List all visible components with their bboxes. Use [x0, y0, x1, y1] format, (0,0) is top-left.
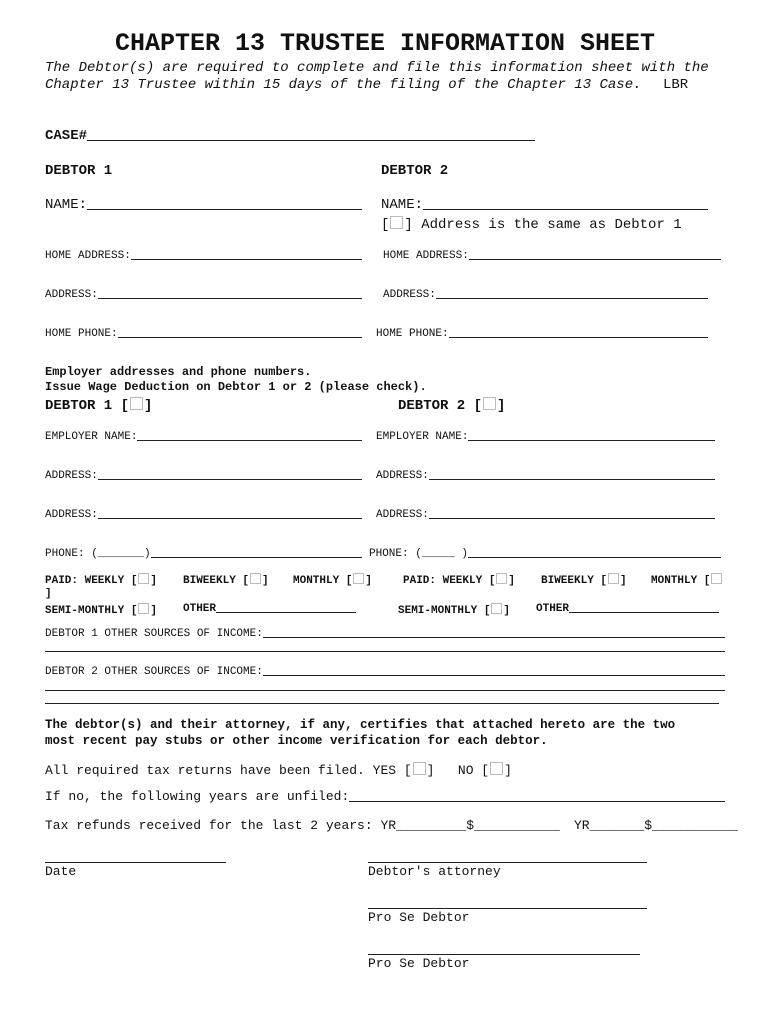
- tax-returns-filed: [45, 762, 512, 779]
- d2-weekly-checkbox[interactable]: [496, 573, 507, 584]
- d1-semi-monthly: [45, 603, 157, 618]
- debtor2-other-income-field[interactable]: [45, 666, 725, 679]
- label: If no, the following years are unfiled:: [45, 789, 350, 804]
- label: ADDRESS:: [45, 470, 98, 482]
- wrapped-bracket: ]: [45, 588, 52, 600]
- debtor2-address-field[interactable]: [383, 289, 708, 302]
- label: SEMI-MONTHLY [: [398, 605, 491, 617]
- label: HOME PHONE:: [45, 328, 118, 340]
- label: MONTHLY [: [293, 575, 353, 587]
- label: HOME PHONE:: [376, 328, 449, 340]
- label: ADDRESS:: [376, 470, 429, 482]
- d1-monthly: [293, 573, 372, 588]
- same-address-option: [ ] Address is the same as Debtor 1: [381, 217, 682, 233]
- pro-se-signature-line-1[interactable]: [368, 908, 647, 909]
- attorney-signature-line[interactable]: [368, 862, 647, 863]
- debtor2-heading: DEBTOR 2: [381, 163, 449, 179]
- pro-se-label-2: Pro Se Debtor: [368, 956, 470, 971]
- page-title: CHAPTER 13 TRUSTEE INFORMATION SHEET: [114, 29, 656, 58]
- no-label: NO [: [457, 763, 490, 778]
- label: DEBTOR 2 [: [398, 398, 483, 414]
- d1-monthly-checkbox[interactable]: [353, 573, 364, 584]
- label: DEBTOR 2 OTHER SOURCES OF INCOME:: [45, 666, 263, 678]
- wage-debtor2-checkbox[interactable]: [483, 397, 496, 410]
- debtor2-employer-name-field[interactable]: [376, 431, 715, 444]
- name-label: NAME:: [45, 197, 88, 213]
- attorney-label: Debtor's attorney: [368, 864, 501, 879]
- bracket: ]: [426, 763, 435, 778]
- debtor1-employer-name-field[interactable]: [45, 431, 362, 444]
- certify-line-1: The debtor(s) and their attorney, if any, certifies that attached hereto are the two: [45, 718, 676, 732]
- d1-other-field[interactable]: [183, 603, 356, 616]
- label: ADDRESS:: [45, 289, 98, 301]
- debtor2-home-phone-field[interactable]: [376, 328, 708, 341]
- debtor2-employer-address-field[interactable]: [376, 470, 715, 483]
- name-label: NAME:: [381, 197, 424, 213]
- employer-note-2: Issue Wage Deduction on Debtor 1 or 2 (please check).: [45, 380, 427, 394]
- debtor2-home-address-field[interactable]: [383, 250, 721, 263]
- date-label: Date: [45, 864, 77, 879]
- label: ADDRESS:: [45, 509, 98, 521]
- label: PHONE: (_______): [45, 548, 151, 560]
- debtor1-employer-address-field[interactable]: [45, 470, 362, 483]
- intro-line-2: Chapter 13 Trustee within 15 days of the filing of the Chapter 13 Case.: [45, 77, 642, 93]
- pro-se-signature-line-2[interactable]: [368, 954, 640, 955]
- d1-paid-weekly: [45, 573, 157, 588]
- label: OTHER: [183, 603, 217, 615]
- bracket: ]: [262, 575, 269, 587]
- label: BIWEEKLY [: [541, 575, 608, 587]
- tax-no-checkbox[interactable]: [490, 762, 503, 775]
- case-number-field[interactable]: [45, 128, 535, 144]
- bracket: ]: [620, 575, 627, 587]
- wage-debtor1-checkbox[interactable]: [130, 397, 143, 410]
- label: HOME ADDRESS:: [383, 250, 469, 262]
- d1-biweekly-checkbox[interactable]: [250, 573, 261, 584]
- label: EMPLOYER NAME:: [45, 431, 138, 443]
- tax-yes-checkbox[interactable]: [413, 762, 426, 775]
- d2-semi-monthly: [398, 603, 510, 618]
- case-label: CASE#: [45, 128, 88, 144]
- bracket: ]: [365, 575, 373, 587]
- debtor2-name-field[interactable]: [381, 197, 708, 213]
- debtor1-employer-phone-field[interactable]: [45, 548, 362, 561]
- d2-biweekly-checkbox[interactable]: [608, 573, 619, 584]
- unfiled-years-field[interactable]: [45, 790, 725, 805]
- intro-line-1: The Debtor(s) are required to complete and file this information sheet with the: [45, 60, 709, 76]
- label: ADDRESS:: [376, 509, 429, 521]
- debtor2-employer-address2-field[interactable]: [376, 509, 715, 522]
- debtor1-income-line[interactable]: [45, 651, 725, 652]
- debtor2-income-line[interactable]: [45, 690, 725, 691]
- employer-note-1: Employer addresses and phone numbers.: [45, 365, 312, 379]
- label: HOME ADDRESS:: [45, 250, 131, 262]
- d1-weekly-checkbox[interactable]: [138, 573, 149, 584]
- bracket: ]: [504, 763, 512, 778]
- d2-paid-weekly: [403, 573, 515, 588]
- debtor1-address-field[interactable]: [45, 289, 362, 302]
- label: SEMI-MONTHLY [: [45, 605, 138, 617]
- label: DEBTOR 1 OTHER SOURCES OF INCOME:: [45, 628, 263, 640]
- label: OTHER: [536, 603, 570, 615]
- debtor2-income-line-2[interactable]: [45, 703, 719, 704]
- d2-biweekly: [541, 573, 627, 588]
- label: PAID: WEEKLY [: [403, 575, 496, 587]
- bracket: ]: [150, 575, 158, 587]
- debtor1-home-phone-field[interactable]: [45, 328, 362, 341]
- label: PHONE: (_____ ): [369, 548, 469, 560]
- pro-se-label-1: Pro Se Debtor: [368, 910, 470, 925]
- label: ADDRESS:: [383, 289, 436, 301]
- bracket: ]: [144, 398, 153, 414]
- same-address-label: Address is the same as Debtor 1: [421, 217, 682, 233]
- d1-semimonthly-checkbox[interactable]: [138, 603, 149, 614]
- d2-semimonthly-checkbox[interactable]: [491, 603, 502, 614]
- label: EMPLOYER NAME:: [376, 431, 469, 443]
- d2-other-field[interactable]: [536, 603, 719, 616]
- label: BIWEEKLY [: [183, 575, 250, 587]
- debtor1-employer-address2-field[interactable]: [45, 509, 362, 522]
- tax-refunds-field-2[interactable]: YR_______$___________: [574, 818, 738, 833]
- wage-deduction-debtor1: [45, 397, 152, 414]
- bracket: ]: [150, 605, 158, 617]
- d2-monthly-checkbox[interactable]: [711, 573, 722, 584]
- debtor1-other-income-field[interactable]: [45, 628, 725, 641]
- same-address-checkbox[interactable]: [390, 216, 403, 229]
- bracket: ]: [503, 605, 511, 617]
- intro-code: LBR: [663, 77, 689, 93]
- label: DEBTOR 1 [: [45, 398, 130, 414]
- wage-deduction-debtor2: [398, 397, 505, 414]
- label: PAID: WEEKLY [: [45, 575, 138, 587]
- debtor1-name-field[interactable]: [45, 197, 362, 213]
- d2-monthly: [651, 573, 723, 588]
- bracket: ]: [497, 398, 506, 414]
- debtor1-heading: DEBTOR 1: [45, 163, 113, 179]
- label: All required tax returns have been filed. YES [: [45, 763, 412, 778]
- date-signature-line[interactable]: [45, 862, 226, 863]
- certify-line-2: most recent pay stubs or other income verification for each debtor.: [45, 734, 548, 748]
- debtor2-employer-phone-field[interactable]: [369, 548, 721, 561]
- debtor1-home-address-field[interactable]: [45, 250, 362, 263]
- label: MONTHLY [: [651, 575, 711, 587]
- d1-biweekly: [183, 573, 269, 588]
- tax-refunds-field[interactable]: Tax refunds received for the last 2 years: YR_________$___________: [45, 818, 560, 833]
- bracket: ]: [508, 575, 516, 587]
